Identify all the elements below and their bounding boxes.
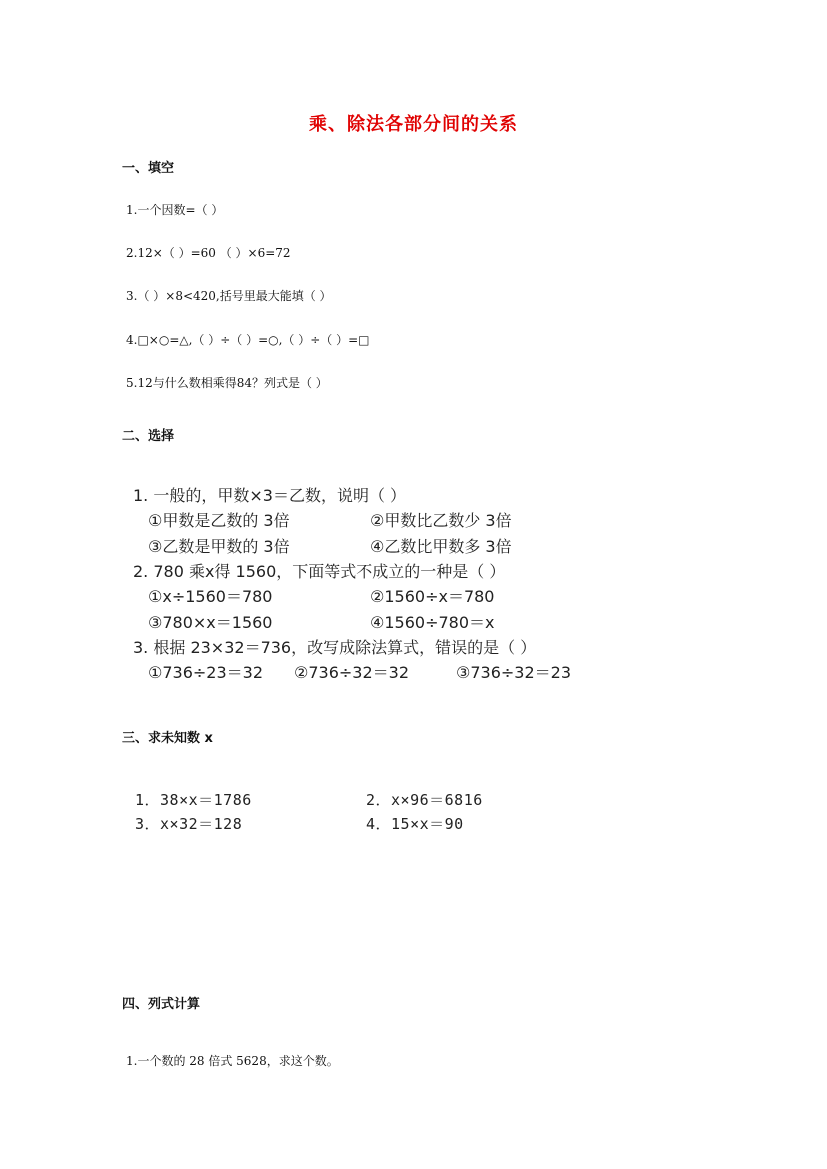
choice-option: ③736÷32＝23: [456, 663, 572, 682]
equation-4: 4．15×x＝90: [366, 815, 464, 833]
equation-3: 3．x×32＝128: [135, 815, 243, 833]
choice-option: ①x÷1560＝780: [148, 587, 273, 606]
choice-question-2: 2. 780 乘x得 1560，下面等式不成立的一种是（ ）: [133, 562, 506, 581]
equation-1: 1．38×x＝1786: [135, 791, 252, 809]
choice-option: ②1560÷x＝780: [370, 587, 495, 606]
section-heading-calculation: 四、列式计算: [122, 997, 201, 1012]
choice-option: ③780×x＝1560: [148, 613, 273, 632]
section-heading-choice: 二、选择: [122, 429, 175, 444]
choice-option: ④1560÷780＝x: [370, 613, 495, 632]
choice-question-1: 1. 一般的，甲数×3＝乙数，说明（ ）: [133, 486, 407, 505]
choice-option: ②甲数比乙数少 3倍: [370, 511, 512, 530]
question-1-5: 5.12与什么数相乘得84？列式是（ ）: [126, 376, 328, 390]
question-1-3: 3.（ ）×8<420,括号里最大能填（ ）: [126, 289, 332, 303]
choice-option: ①甲数是乙数的 3倍: [148, 511, 290, 530]
choice-option: ③乙数是甲数的 3倍: [148, 537, 290, 556]
question-4-1: 1.一个数的 28 倍式 5628，求这个数。: [126, 1054, 339, 1068]
page-title: 乘、除法各部分间的关系: [309, 114, 518, 135]
question-1-1: 1.一个因数=（ ）: [126, 203, 224, 217]
question-1-4: 4.□×○=△,（ ）÷（ ）=○,（ ）÷（ ）=□: [126, 333, 370, 347]
choice-option: ②736÷32＝32: [294, 663, 410, 682]
choice-question-3: 3. 根据 23×32＝736，改写成除法算式，错误的是（ ）: [133, 638, 537, 657]
section-heading-solve-x: 三、求未知数 x: [122, 731, 213, 746]
choice-option: ④乙数比甲数多 3倍: [370, 537, 512, 556]
equation-2: 2．x×96＝6816: [366, 791, 483, 809]
question-1-2: 2.12×（ ）=60 （ ）×6=72: [126, 246, 291, 260]
choice-option: ①736÷23＝32: [148, 663, 264, 682]
section-heading-fill-blank: 一、填空: [122, 161, 175, 176]
